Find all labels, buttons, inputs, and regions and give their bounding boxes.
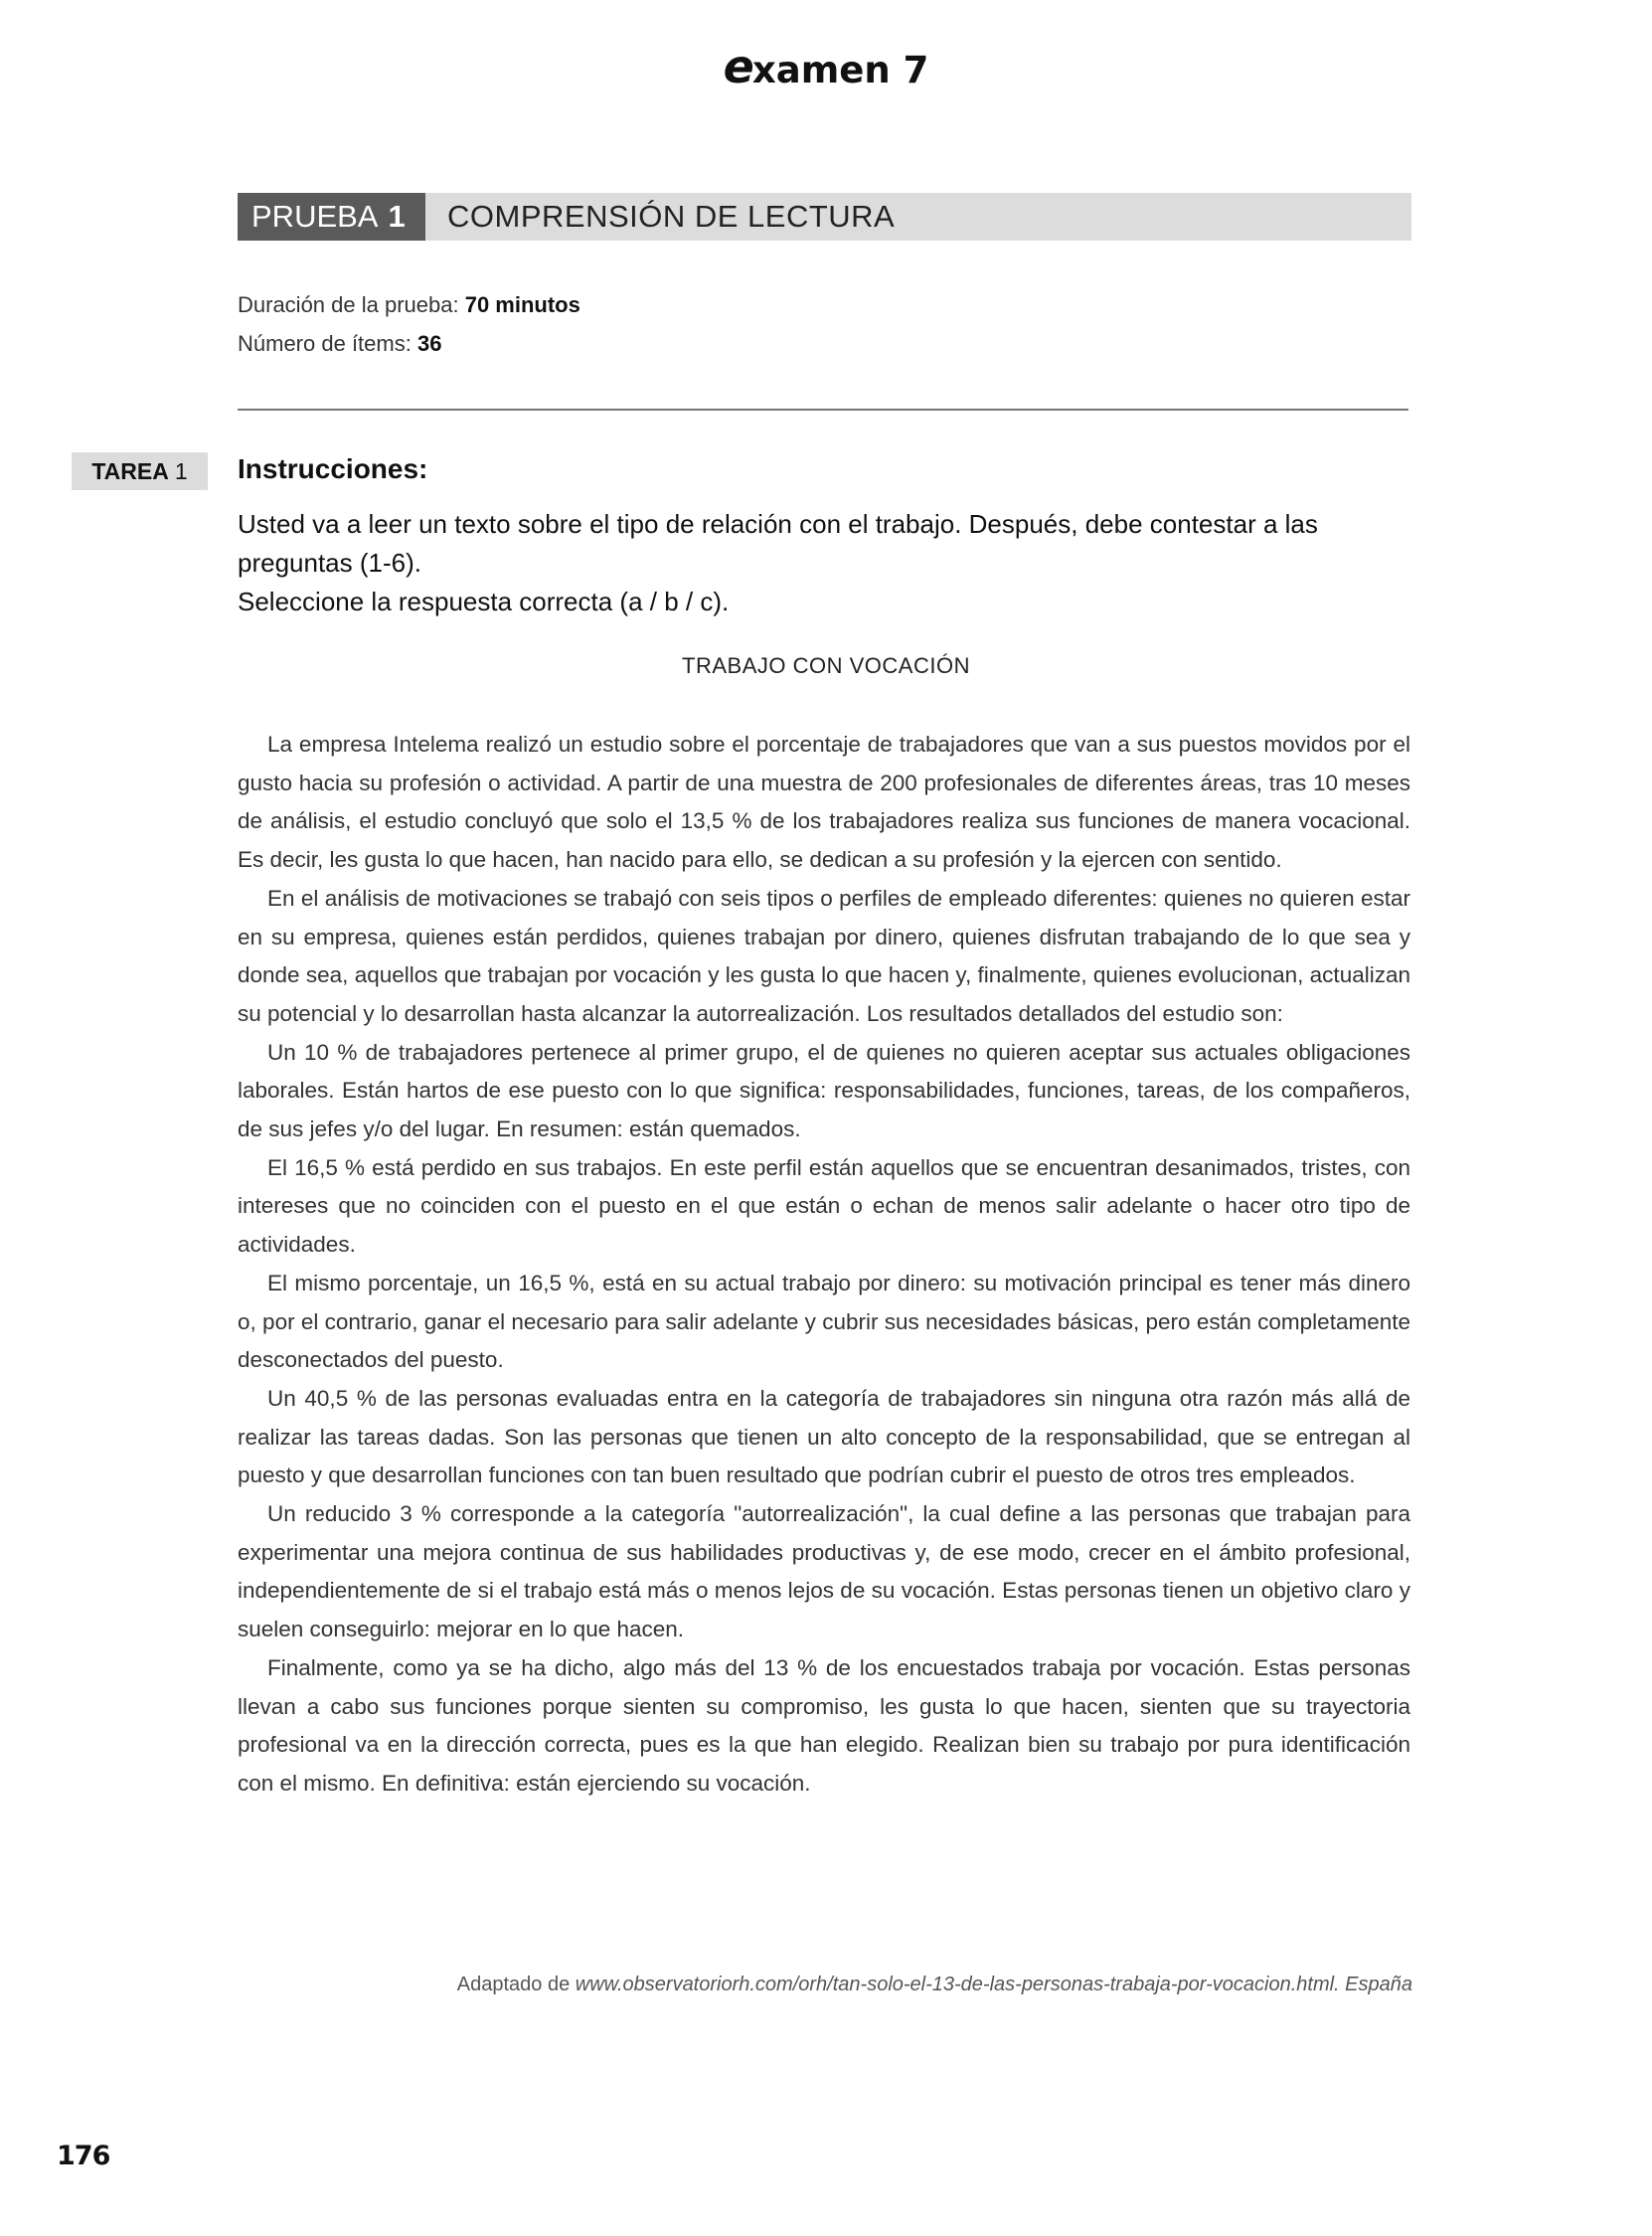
reading-paragraph: Un 10 % de trabajadores pertenece al primer grupo, el de quienes no quieren aceptar sus actuales obligaciones laborales. Están hartos de ese puesto con lo que significa: responsabilidades, funciones, tareas, de los compañeros, de sus jefes y/o del lugar. En resumen: están quemados.: [238, 1039, 1410, 1142]
duration-value: 70 minutos: [464, 292, 580, 317]
reading-paragraph: Un 40,5 % de las personas evaluadas entra en la categoría de trabajadores sin ninguna otra razón más allá de realizar las tareas dadas. Son las personas que tienen un alto concepto de la responsabilidad, que se entregan al puesto y que desarrollan funciones con tan buen resultado que podrían cubrir el puesto de otros tres empleados.: [238, 1385, 1410, 1488]
reading-paragraph: Finalmente, como ya se ha dicho, algo más del 13 % de los encuestados trabaja por vocación. Estas personas llevan a cabo sus funciones porque sienten su compromiso, les gusta lo que hacen, sienten que su trayectoria profesional va en la dirección correcta, pues es la que han elegido. Realizan bien su trabajo por pura identificación con el mismo. En definitiva: están ejerciendo su vocación.: [238, 1654, 1410, 1796]
reading-body: [238, 726, 1410, 1804]
prueba-label: PRUEBA: [251, 199, 379, 234]
prueba-header-bar: [238, 193, 1411, 241]
instructions-line-1: Usted va a leer un texto sobre el tipo de relación con el trabajo. Después, debe contestar a las preguntas (1-6).: [238, 509, 1318, 578]
items-line: [238, 331, 441, 357]
reading-title: TRABAJO CON VOCACIÓN: [682, 653, 970, 678]
page-number: 176: [57, 2141, 110, 2171]
source-citation: [238, 1974, 1412, 1996]
exam-title-prefix: e: [723, 40, 752, 93]
prueba-tag: [238, 193, 425, 241]
reading-paragraph: El 16,5 % está perdido en sus trabajos. En este perfil están aquellos que se encuentran desanimados, tristes, con intereses que no coinciden con el puesto en el que están o echan de menos salir adelante o hacer otro tipo de actividades.: [238, 1154, 1410, 1258]
instructions-heading: Instrucciones:: [238, 453, 428, 484]
reading-paragraph: Un reducido 3 % corresponde a la categoría "autorrealización", la cual define a las personas que trabajan para experimentar una mejora continua de sus habilidades productivas y, de ese modo, crecer en el ámbito profesional, independientemente de si el trabajo está más o menos lejos de su vocación. Estas personas tienen un objetivo claro y suelen conseguirlo: mejorar en lo que hacen.: [238, 1501, 1410, 1642]
exam-title: [0, 40, 1652, 93]
instructions-text: [238, 505, 1420, 621]
items-label: Número de ítems:: [238, 331, 412, 356]
duration-line: [238, 292, 580, 318]
source-prefix: Adaptado de: [456, 1974, 576, 1995]
reading-paragraph: La empresa Intelema realizó un estudio sobre el porcentaje de trabajadores que van a sus puestos movidos por el gusto hacia su profesión o actividad. A partir de una muestra de 200 profesionales de diferentes áreas, tras 10 meses de análisis, el estudio concluyó que solo el 13,5 % de los trabajadores realiza sus funciones de manera vocacional. Es decir, les gusta lo que hacen, han nacido para ello, se dedican a su profesión y la ejercen con sentido.: [238, 732, 1410, 873]
tarea-badge: [72, 452, 208, 490]
exam-title-text: xamen 7: [751, 49, 929, 91]
prueba-number: 1: [388, 199, 406, 234]
prueba-title: COMPRENSIÓN DE LECTURA: [447, 199, 896, 234]
reading-paragraph: En el análisis de motivaciones se trabajó con seis tipos o perfiles de empleado diferentes: quienes no quieren estar en su empresa, quienes están perdidos, quienes trabajan por dinero, quienes disfrutan trabajando de lo que sea y donde sea, aquellos que trabajan por vocación y les gusta lo que hacen y, finalmente, quienes evolucionan, actualizan su potencial y lo desarrollan hasta alcanzar la autorrealización. Los resultados detallados del estudio son:: [238, 885, 1410, 1026]
instructions-line-2: Seleccione la respuesta correcta (a / b / c).: [238, 587, 730, 616]
reading-paragraph: El mismo porcentaje, un 16,5 %, está en su actual trabajo por dinero: su motivación principal es tener más dinero o, por el contrario, ganar el necesario para salir adelante y cubrir sus necesidades básicas, pero están completamente desconectados del puesto.: [238, 1270, 1410, 1373]
section-divider: [238, 409, 1408, 411]
items-value: 36: [416, 331, 442, 356]
source-url: www.observatoriorh.com/orh/tan-solo-el-13-de-las-personas-trabaja-por-vocacion.html. España: [575, 1974, 1412, 1995]
duration-label: Duración de la prueba:: [238, 292, 459, 317]
tarea-number: 1: [174, 458, 188, 484]
tarea-label: TAREA: [91, 458, 169, 484]
